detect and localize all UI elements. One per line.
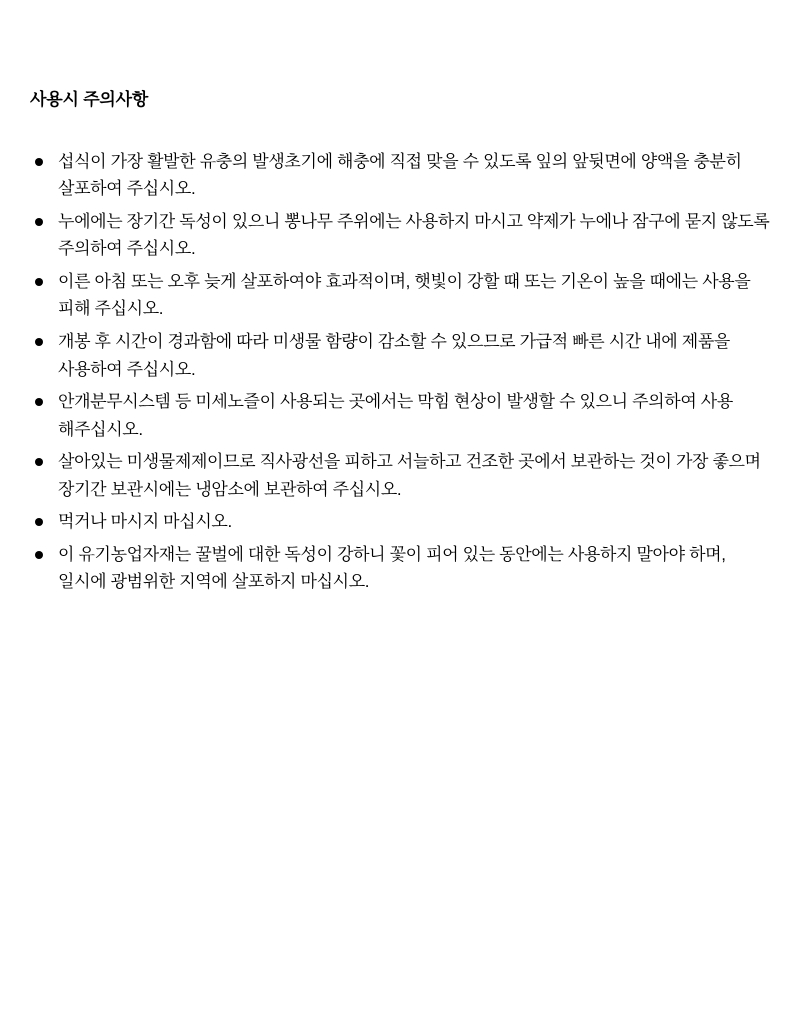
bullet-icon [35,541,44,550]
list-item [30,268,770,323]
list-item [30,328,770,383]
list-item-text: 개봉 후 시간이 경과함에 따라 미생물 함량이 감소할 수 있으므로 가급적 빠른 시간 내에 제품을 사용하여 주십시오. [58,331,730,379]
list-item [30,388,770,443]
bullet-icon [35,508,44,517]
bullet-icon [35,328,44,337]
bullet-icon [35,388,44,397]
list-item-text: 섭식이 가장 활발한 유충의 발생초기에 해충에 직접 맞을 수 있도록 잎의 앞뒷면에 양액을 충분히 살포하여 주십시오. [58,151,742,199]
list-item-text: 안개분무시스템 등 미세노즐이 사용되는 곳에서는 막힘 현상이 발생할 수 있으니 주의하여 사용 해주십시오. [58,392,733,439]
page-title: 사용시 주의사항 [30,90,149,109]
precautions-list [30,148,770,596]
list-item [30,508,770,536]
list-item [30,148,770,203]
list-item [30,208,770,263]
bullet-icon [35,148,44,157]
list-item-text: 누에에는 장기간 독성이 있으니 뽕나무 주위에는 사용하지 마시고 약제가 누에나 잠구에 묻지 않도록 주의하여 주십시오. [58,211,770,259]
bullet-icon [35,268,44,277]
list-item-text: 살아있는 미생물제제이므로 직사광선을 피하고 서늘하고 건조한 곳에서 보관하는 것이 가장 좋으며 장기간 보관시에는 냉암소에 보관하여 주십시오. [58,452,761,499]
list-item-text: 이 유기농업자재는 꿀벌에 대한 독성이 강하니 꽃이 피어 있는 동안에는 사용하지 말아야 하며, 일시에 광범위한 지역에 살포하지 마십시오. [58,544,726,592]
bullet-icon [35,448,44,457]
list-item-text: 먹거나 마시지 마십시오. [58,512,232,532]
list-item [30,448,770,503]
list-item-text: 이른 아침 또는 오후 늦게 살포하여야 효과적이며, 햇빛이 강할 때 또는 기온이 높을 때에는 사용을 피해 주십시오. [58,271,751,319]
list-item [30,541,770,596]
bullet-icon [35,208,44,217]
